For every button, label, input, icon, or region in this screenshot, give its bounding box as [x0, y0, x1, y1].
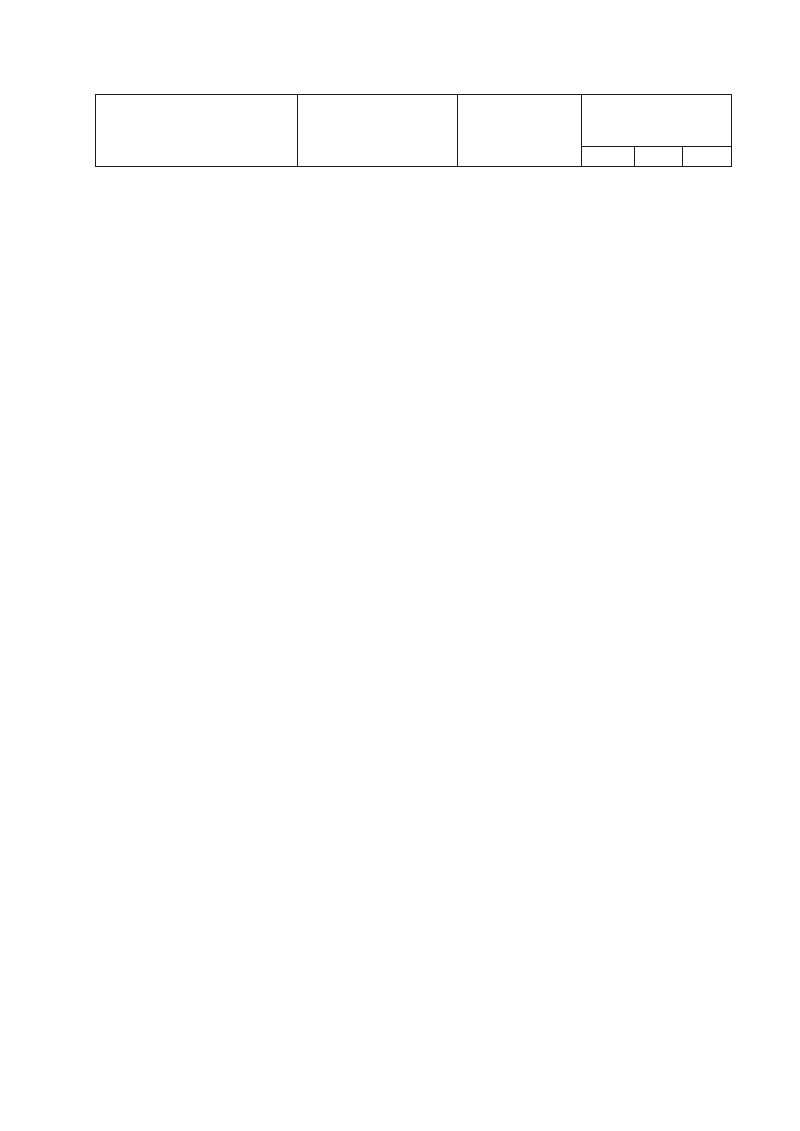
- header-category-group: [581, 95, 731, 147]
- header-category-3: [683, 147, 732, 167]
- header-means: [96, 95, 298, 167]
- header-category-1: [581, 147, 634, 167]
- document-page: [95, 74, 732, 193]
- header-category-2: [635, 147, 683, 167]
- header-position: [298, 95, 458, 167]
- norms-table: [95, 94, 732, 167]
- header-unit: [457, 95, 581, 167]
